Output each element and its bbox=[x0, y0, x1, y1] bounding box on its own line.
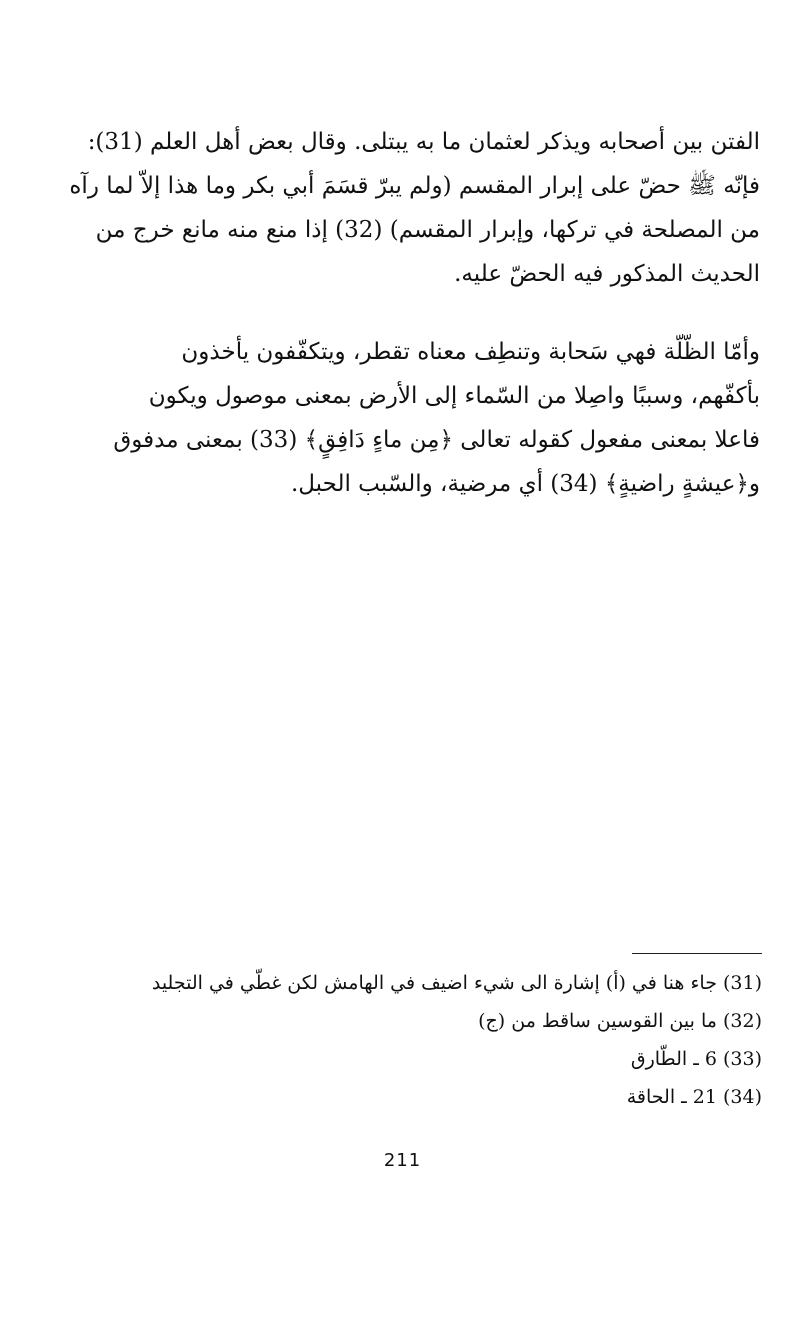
paragraph-line: من المصلحة في تركها، وإبرار المقسم) (32) إذا منع منه مانع خرج من bbox=[95, 217, 760, 243]
body-paragraph-1 bbox=[69, 120, 760, 296]
paragraph-line: الحديث المذكور فيه الحضّ عليه. bbox=[454, 261, 760, 287]
footnote-31: (31) جاء هنا في (أ) إشارة الى شيء اضيف في الهامش لكن غطّي في التجليد bbox=[151, 972, 762, 994]
paragraph-line: وأمّا الظّلّة فهي سَحابة وتنطِف معناه تقطر، ويتكفّفون يأخذون bbox=[181, 339, 760, 365]
paragraph-line: بأكفّهم، وسببًا واصِلا من السّماء إلى الأرض بمعنى موصول ويكون bbox=[148, 383, 760, 409]
footnotes bbox=[150, 964, 762, 1116]
footnote-32: (32) ما بين القوسين ساقط من (ج) bbox=[478, 1010, 762, 1032]
footnote-separator bbox=[632, 953, 762, 954]
body-paragraph-2 bbox=[108, 330, 760, 506]
page-number: 211 bbox=[383, 1150, 422, 1171]
paragraph-line: الفتن بين أصحابه ويذكر لعثمان ما به يبتلى. وقال بعض أهل العلم (31): bbox=[87, 129, 760, 155]
footnote-34: (34) 21 ـ الحاقة bbox=[626, 1086, 762, 1108]
paragraph-line: فاعلا بمعنى مفعول كقوله تعالى ﴿مِن ماءٍ دَافِقٍ﴾ (33) بمعنى مدفوق bbox=[113, 427, 760, 453]
paragraph-line: و﴿عيشةٍ راضيةٍ﴾ (34) أي مرضية، والسّبب الحبل. bbox=[290, 471, 760, 497]
footnote-33: (33) 6 ـ الطّارق bbox=[630, 1048, 762, 1070]
paragraph-line: فإنّه ﷺ حضّ على إبرار المقسم (ولم يبرّ قسَمَ أبي بكر وما هذا إلاّ لما رآه bbox=[69, 173, 760, 199]
